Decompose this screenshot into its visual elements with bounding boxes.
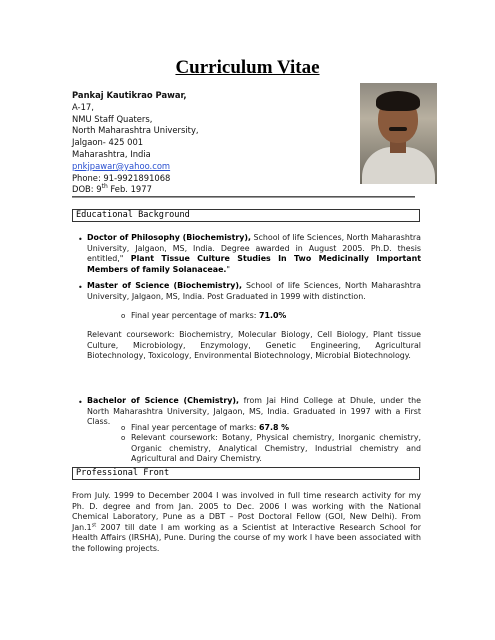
address-line: Jalgaon- 425 001 <box>72 137 144 148</box>
phd-entry: Doctor of Philosophy (Biochemistry), School of life Sciences, North Maharashtra University, Jalgaon, MS, India. Degree awarded in August 2005. Ph.D. thesis entitled," Plant Tissue Culture Studies In Two Medicinally Important Members of family Solanaceae." <box>87 233 422 274</box>
section-heading-education: Educational Background <box>72 209 420 222</box>
profile-photo <box>360 83 437 184</box>
email-link[interactable]: pnkjpawar@yahoo.com <box>72 160 171 171</box>
msc-marks: Final year percentage of marks: 71.0% <box>131 311 287 320</box>
professional-paragraph: From July. 1999 to December 2004 I was involved in full time research activity for my Ph. D. degree and from Jan. 2005 to Dec. 2006 I was working with the National Chemical Laboratory, Pune as a DBT – Post Doctoral Fellow (GOI, New Delhi). From Jan.1st 2007 till date I am working as a Scientist at Interactive Research School for Health Affairs (IRSHA), Pune. During the course of my work I have been associated with the following projects. <box>72 491 421 553</box>
msc-coursework: Relevant coursework: Biochemistry, Molecular Biology, Cell Biology, Plant tissue Culture, Microbiology, Enzymology, Genetic Engineering, Agricultural Biotechnology, Toxicology, Environmental Biotechnology, Microbial Biotechnology. <box>87 330 421 361</box>
candidate-name: Pankaj Kautikrao Pawar, <box>72 90 187 100</box>
sub-bullet: o <box>121 312 126 320</box>
address-line: North Maharashtra University, <box>72 125 199 136</box>
msc-entry: Master of Science (Biochemistry), School of life Sciences, North Maharashtra University, Jalgaon, MS, India. Post Graduated in 1999 with distinction. <box>87 281 421 301</box>
date-of-birth: DOB: 9th Feb. 1977 <box>72 183 152 195</box>
divider <box>72 196 415 198</box>
contact-block <box>72 90 199 196</box>
phone-number: Phone: 91-9921891068 <box>72 172 171 183</box>
address-line: Maharashtra, India <box>72 148 151 159</box>
section-heading-professional: Professional Front <box>72 467 420 480</box>
address-line: NMU Staff Quaters, <box>72 113 153 124</box>
sub-bullet: o <box>121 434 126 442</box>
page-title: Curriculum Vitae <box>175 57 320 78</box>
bsc-entry: Bachelor of Science (Chemistry), from Jai Hind College at Dhule, under the North Maharashtra University, Jalgaon, MS, India. Graduated in 1997 with a First Class. <box>87 396 422 427</box>
bullet: • <box>78 235 83 244</box>
bullet: • <box>78 283 83 292</box>
bsc-marks: Final year percentage of marks: 67.8 % <box>131 423 290 432</box>
sub-bullet: o <box>121 424 126 432</box>
bullet: • <box>78 398 83 407</box>
address-line: A-17, <box>72 101 94 112</box>
bsc-coursework: Relevant coursework: Botany, Physical chemistry, Inorganic chemistry, Organic chemistry, Analytical Chemistry, Industrial chemistry and Agricultural and Dairy Chemistry. <box>131 433 421 464</box>
